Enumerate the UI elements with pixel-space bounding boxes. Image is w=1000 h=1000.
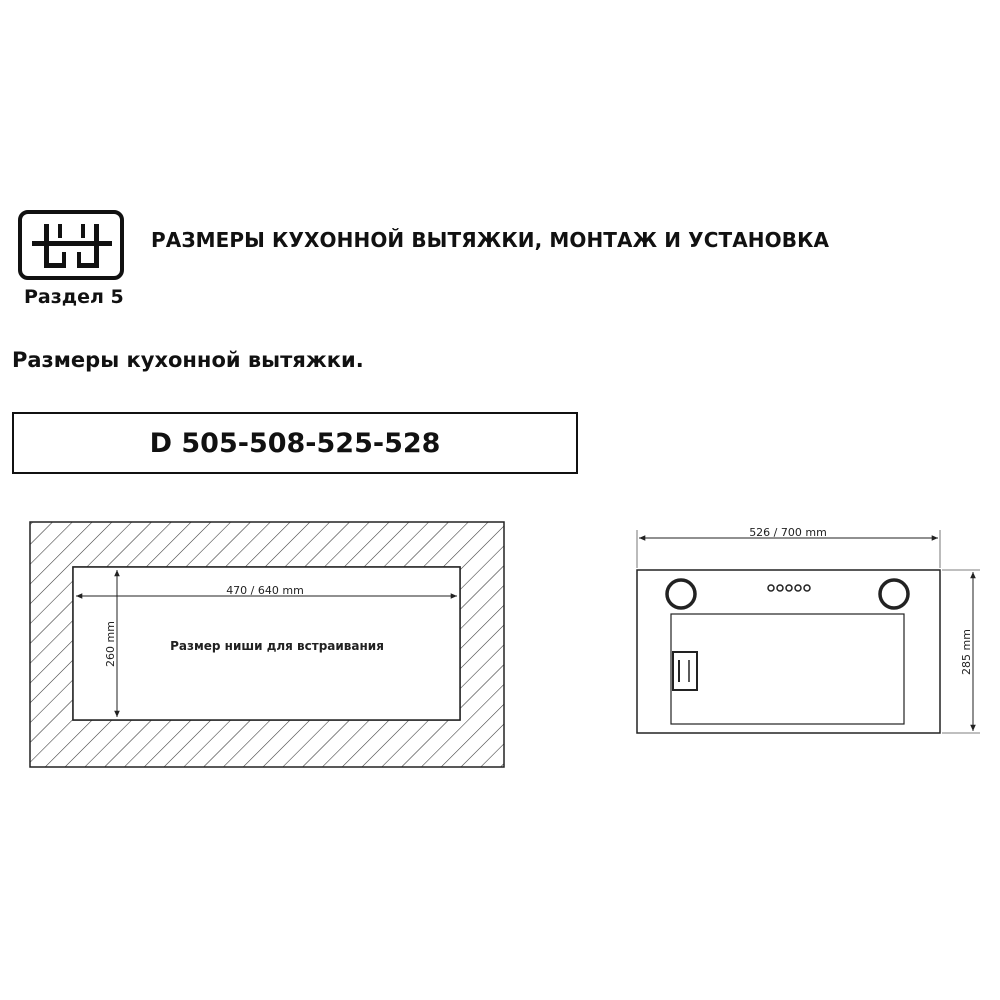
hood-width-label: 526 / 700 mm	[749, 526, 827, 539]
hood-height-label: 285 mm	[960, 629, 973, 675]
control-button-icon	[786, 585, 792, 591]
hood-drawing	[637, 526, 980, 733]
control-button-icon	[768, 585, 774, 591]
right-light-icon	[880, 580, 908, 608]
model-label: D 505-508-525-528	[149, 427, 441, 459]
left-light-icon	[667, 580, 695, 608]
control-buttons	[768, 585, 810, 591]
niche-width-label: 470 / 640 mm	[226, 584, 304, 597]
subtitle: Размеры кухонной вытяжки.	[12, 348, 364, 372]
page-title: РАЗМЕРЫ КУХОННОЙ ВЫТЯЖКИ, МОНТАЖ И УСТАНОВКА	[151, 228, 830, 252]
niche-drawing	[30, 522, 504, 767]
control-button-icon	[804, 585, 810, 591]
section-label: Раздел 5	[24, 286, 124, 308]
niche-height-label: 260 mm	[104, 621, 117, 667]
filter-panel	[671, 614, 904, 724]
control-button-icon	[795, 585, 801, 591]
control-button-icon	[777, 585, 783, 591]
niche-caption: Размер ниши для встраивания	[170, 639, 384, 653]
filter-latch-icon	[673, 652, 697, 690]
